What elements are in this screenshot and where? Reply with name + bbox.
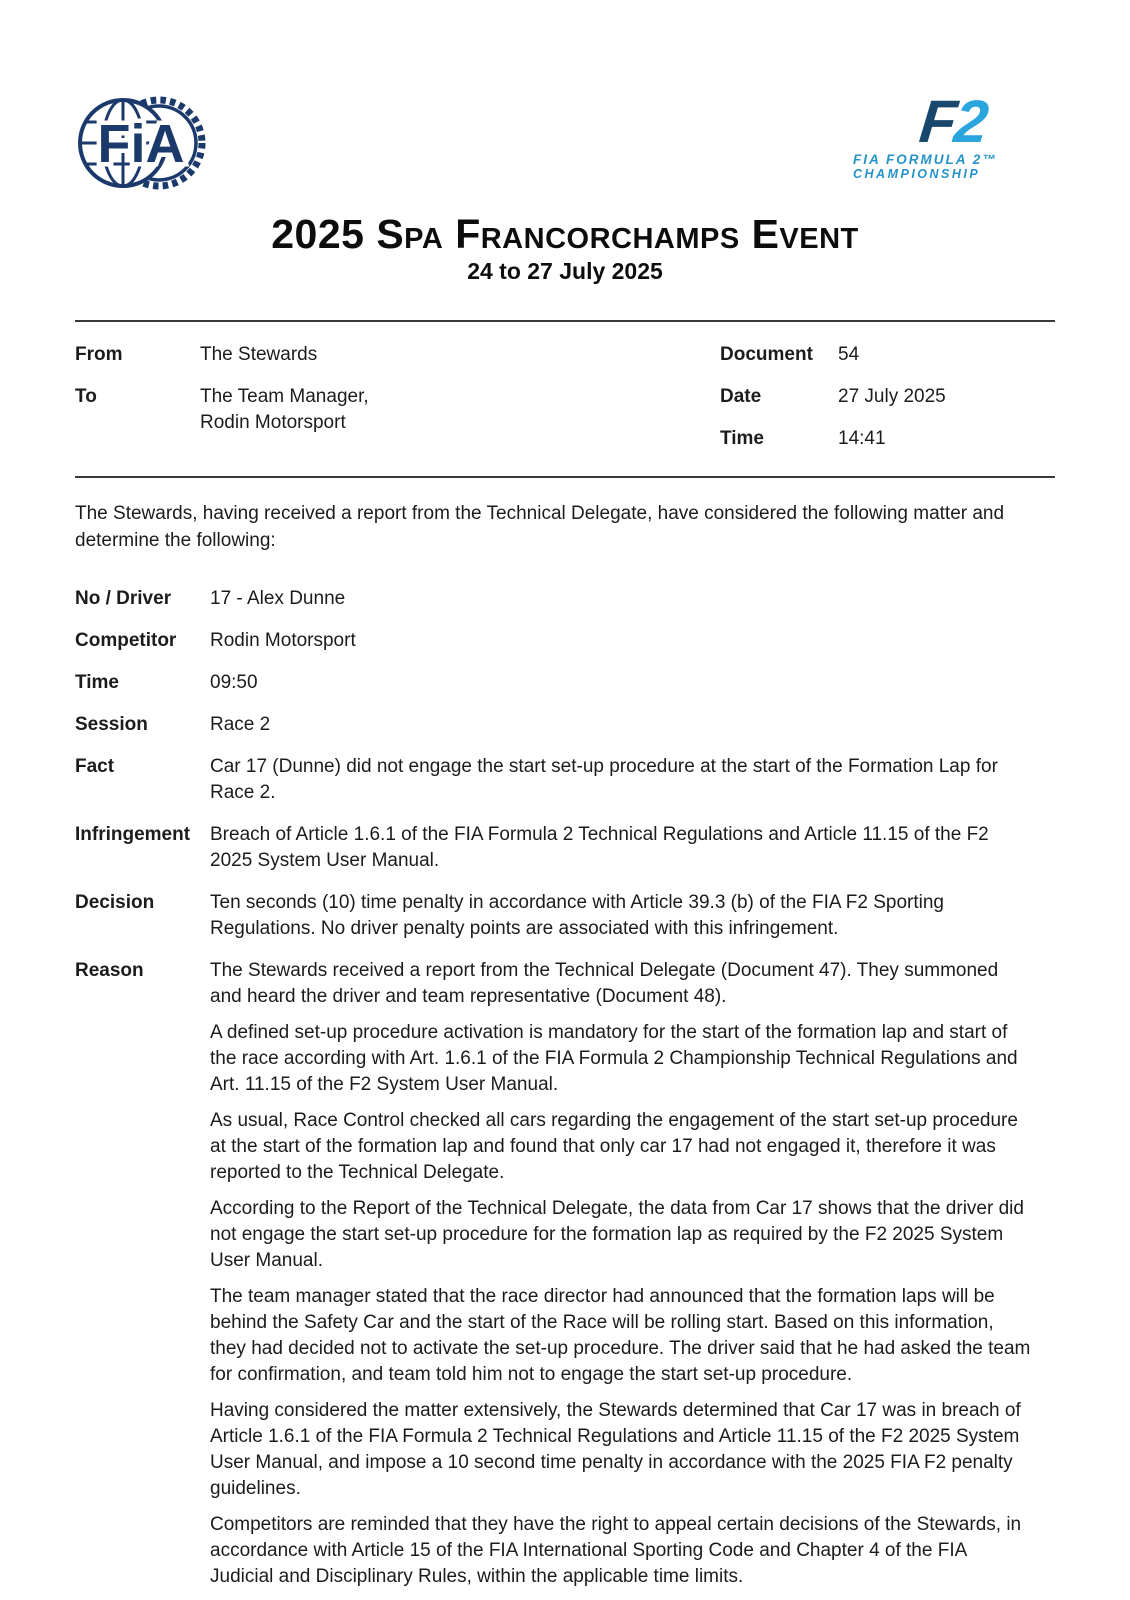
fact-label: Fact [75,756,115,777]
to-value-line1: The Team Manager, [200,386,369,407]
detail-row-reason [75,958,1055,1600]
from-value: The Stewards [200,344,318,365]
detail-row-infringement [75,822,1055,874]
f2-logo-tagline-2: CHAMPIONSHIP [853,167,981,181]
detail-row-fact [75,754,1055,806]
time-value: 14:41 [838,428,886,449]
meta-row-time [720,426,1055,452]
session-time-label: Time [75,672,120,693]
detail-row-time [75,670,1055,696]
meta-row-date [720,384,1055,410]
meta-row-from [75,342,635,368]
decision-details [75,586,1055,1600]
reason-label: Reason [75,960,144,981]
to-label: To [75,386,97,407]
infringement-value: Breach of Article 1.6.1 of the FIA Formula 2 Technical Regulations and Article 11.15 of the F2 2025 System User Manual. [210,824,989,871]
decision-value: Ten seconds (10) time penalty in accordance with Article 39.3 (b) of the FIA F2 Sporting Regulations. No driver penalty points are associated with this infringement. [210,892,944,939]
event-dates: 24 to 27 July 2025 [467,258,663,284]
to-value-line2: Rodin Motorsport [200,412,346,433]
f2-logo-f: F [916,88,959,155]
reason-paragraph-4: According to the Report of the Technical Delegate, the data from Car 17 shows that the driver did not engage the start set-up procedure for the formation lap as required by the F2 2025 System User Manual. [210,1198,1024,1271]
fact-value: Car 17 (Dunne) did not engage the start set-up procedure at the start of the Formation Lap for Race 2. [210,756,998,803]
document-number: 54 [838,344,860,365]
document-label: Document [720,344,813,365]
reason-paragraph-6: Having considered the matter extensively, the Stewards determined that Car 17 was in breach of Article 1.6.1 of the FIA Formula 2 Technical Regulations and Article 11.15 of the F2 2025 System User Manual, and impose a 10 second time penalty in accordance with the 2025 FIA F2 penalty guidelines. [210,1400,1021,1499]
detail-row-competitor [75,628,1055,654]
reason-paragraph-5: The team manager stated that the race director had announced that the formation laps will be behind the Safety Car and the start of the Race will be rolling start. Based on this information, they had decided not to activate the set-up procedure. The driver said that he had asked the team for confirmation, and team told him not to engage the start set-up procedure. [210,1286,1031,1385]
no-driver-value: 17 - Alex Dunne [210,588,346,609]
date-label: Date [720,386,762,407]
date-value: 27 July 2025 [838,386,946,407]
session-time-value: 09:50 [210,672,258,693]
reason-paragraph-7: Competitors are reminded that they have the right to appeal certain decisions of the Stewards, in accordance with Article 15 of the FIA International Sporting Code and Chapter 4 of the FIA Judicial and Disciplinary Rules, within the applicable time limits. [210,1514,1022,1587]
logo-row [75,86,1055,202]
f2-logo-mark [850,88,1056,155]
detail-row-decision [75,890,1055,942]
session-label: Session [75,714,148,735]
detail-row-no-driver [75,586,1055,612]
session-value: Race 2 [210,714,271,735]
meta-left-column [75,342,635,460]
document-meta [75,322,1055,460]
decision-label: Decision [75,892,155,913]
to-value [200,384,369,436]
time-label: Time [720,428,765,449]
intro-paragraph: The Stewards, having received a report from the Technical Delegate, have considered the following matter and determine the following: [75,503,1005,551]
from-label: From [75,344,123,365]
competitor-label: Competitor [75,630,177,651]
fia-logo-icon [75,86,207,200]
meta-row-to [75,384,635,436]
infringement-label: Infringement [75,824,191,845]
event-title: 2025 Spa Francorchamps Event [271,211,859,257]
reason-paragraphs [210,958,1032,1600]
f2-logo-tagline-1: FIA FORMULA 2™ [853,152,998,167]
no-driver-label: No / Driver [75,588,172,609]
divider-meta-bottom [75,476,1055,478]
fia-logo-text: FiA [97,114,185,174]
f2-logo-icon [853,88,1053,181]
reason-paragraph-3: As usual, Race Control checked all cars regarding the engagement of the start set-up procedure at the start of the formation lap and found that only car 17 had not engaged it, therefore it was reported to the Technical Delegate. [210,1110,1018,1183]
reason-paragraph-1: The Stewards received a report from the Technical Delegate (Document 47). They summoned and heard the driver and team representative (Document 48). [210,960,999,1007]
meta-row-document [720,342,1055,368]
f2-logo-2: 2 [951,88,990,155]
detail-row-session [75,712,1055,738]
meta-right-column [720,342,1055,460]
competitor-value: Rodin Motorsport [210,630,356,651]
reason-paragraph-2: A defined set-up procedure activation is mandatory for the start of the formation lap and start of the race according with Art. 1.6.1 of the FIA Formula 2 Championship Technical Regulations and Art. 11.15 of the F2 System User Manual. [210,1022,1018,1095]
